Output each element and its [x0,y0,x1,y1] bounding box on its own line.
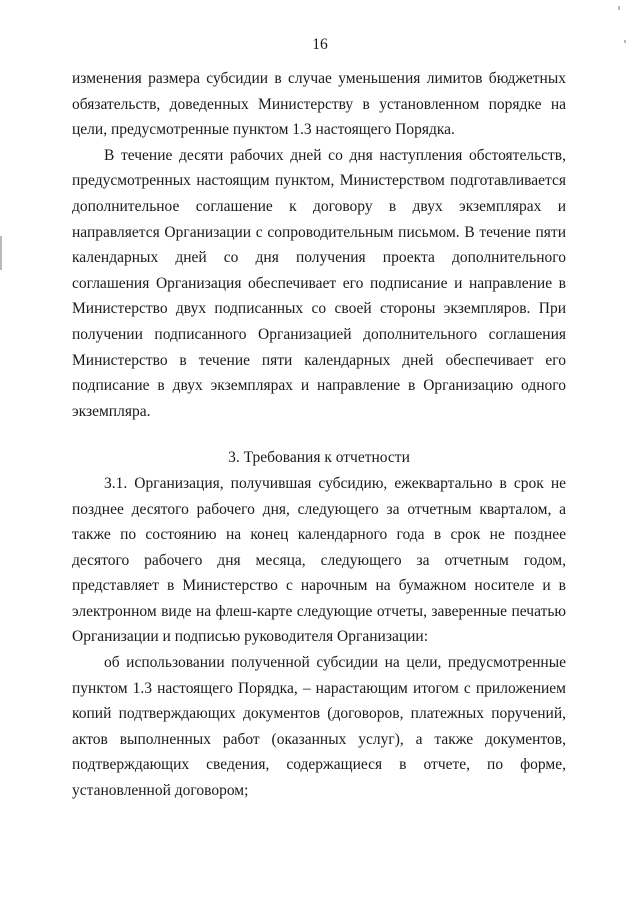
paragraph: 3.1. Организация, получившая субсидию, ежеквартально в срок не позднее десятого рабочего дня, следующего за отчетным кварталом, а также по состоянию на конец календарного года в срок не позднее десятого рабочего дня месяца, следующего за отчетным годом, представляет в Министерство с нарочным на бумажном носителе и в электронном виде на флеш-карте следующие отчеты, заверенные печатью Организации и подписью руководителя Организации: [72,474,566,646]
paragraph: изменения размера субсидии в случае уменьшения лимитов бюджетных обязательств, доведенных Министерству в установленном порядке на цели, предусмотренные пунктом 1.3 настоящего Порядка. [72,70,566,139]
section-heading: 3. Требования к отчетности [228,449,410,467]
paragraph: об использовании полученной субсидии на цели, предусмотренные пунктом 1.3 настоящего Порядка, – нарастающим итогом с приложением копий подтверждающих документов (договоров, платежных поручений, актов выполненных работ (оказанных услуг), а также документов, подтверждающих сведения, содержащиеся в отчете, по форме, установленной договором; [72,654,566,800]
scan-corner-mark [618,6,620,10]
document-body [72,66,566,804]
scan-margin-mark [0,236,2,270]
page-number: 16 [312,36,328,53]
paragraph: В течение десяти рабочих дней со дня наступления обстоятельств, предусмотренных настоящим пунктом, Министерством подготавливается дополнительное соглашение к договору в двух экземплярах и направляется Организации с сопроводительным письмом. В течение пяти календарных дней со дня получения проекта дополнительного соглашения Организация обеспечивает его подписание и направление в Министерство двух подписанных со своей стороны экземпляров. При получении подписанного Организацией дополнительного соглашения Министерство в течение пяти календарных дней обеспечивает его подписание в двух экземплярах и направление в Организацию одного экземпляра. [72,146,566,420]
